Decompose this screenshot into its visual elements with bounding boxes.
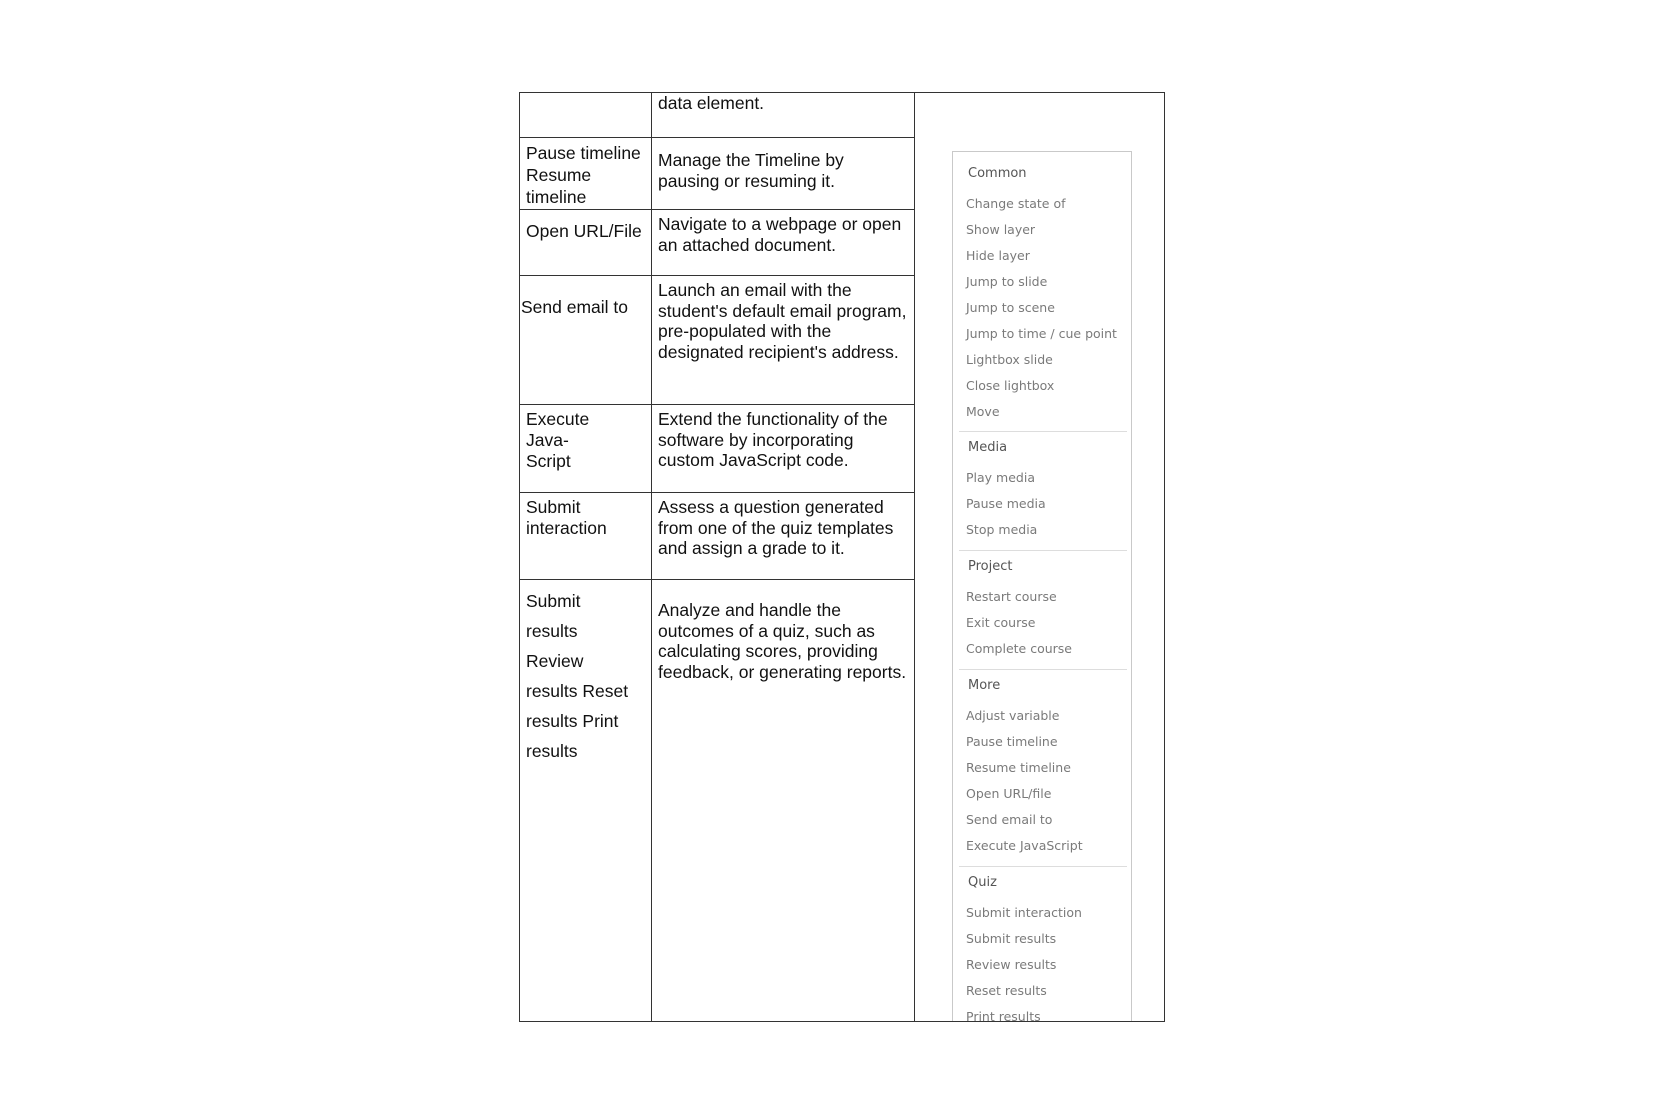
menu-item[interactable]: Pause timeline	[966, 734, 1058, 749]
action-cell	[520, 93, 652, 137]
table-row	[520, 405, 915, 493]
description-cell: Navigate to a webpage or open an attached document.	[652, 210, 915, 275]
menu-item[interactable]: Execute JavaScript	[966, 838, 1083, 853]
menu-item[interactable]: Stop media	[966, 522, 1038, 537]
table-row	[520, 138, 915, 210]
menu-item[interactable]: Restart course	[966, 589, 1057, 604]
menu-item[interactable]: Submit results	[966, 931, 1057, 946]
menu-item[interactable]: Jump to scene	[966, 300, 1055, 315]
action-cell: Submit results Review results Reset results Print results	[520, 580, 652, 1021]
table-row	[520, 93, 915, 138]
menu-item[interactable]: Jump to time / cue point	[966, 326, 1117, 341]
menu-group-heading: Project	[968, 559, 1013, 574]
menu-divider	[959, 866, 1127, 867]
menu-item[interactable]: Close lightbox	[966, 378, 1055, 393]
menu-item[interactable]: Play media	[966, 470, 1035, 485]
menu-divider	[959, 431, 1127, 432]
table-row	[520, 210, 915, 276]
action-cell: Execute Java- Script	[520, 405, 652, 492]
description-cell: Assess a question generated from one of the quiz templates and assign a grade to it.	[652, 493, 915, 579]
menu-item[interactable]: Show layer	[966, 222, 1036, 237]
menu-item[interactable]: Complete course	[966, 641, 1072, 656]
menu-item[interactable]: Reset results	[966, 983, 1047, 998]
action-cell: Pause timeline Resume timeline	[520, 138, 652, 209]
description-cell: Extend the functionality of the software by incorporating custom JavaScript code.	[652, 405, 915, 492]
document-table	[519, 92, 1165, 1022]
menu-group-heading: Common	[968, 166, 1027, 181]
action-cell: Open URL/File	[520, 210, 652, 275]
action-cell: Submit interaction	[520, 493, 652, 579]
menu-item[interactable]: Pause media	[966, 496, 1046, 511]
menu-item[interactable]: Jump to slide	[966, 274, 1048, 289]
menu-group-heading: Quiz	[968, 875, 997, 890]
menu-item[interactable]: Adjust variable	[966, 708, 1060, 723]
menu-item[interactable]: Move	[966, 404, 1000, 419]
menu-divider	[959, 550, 1127, 551]
menu-item[interactable]: Print results	[966, 1009, 1041, 1024]
menu-item[interactable]: Resume timeline	[966, 760, 1071, 775]
menu-group-heading: Media	[968, 440, 1008, 455]
menu-item[interactable]: Hide layer	[966, 248, 1030, 263]
description-cell: Launch an email with the student's default email program, pre-populated with the designated recipient's address.	[652, 276, 915, 404]
menu-divider	[959, 669, 1127, 670]
menu-group-heading: More	[968, 678, 1001, 693]
menu-item[interactable]: Submit interaction	[966, 905, 1082, 920]
description-cell: Manage the Timeline by pausing or resuming it.	[652, 138, 915, 209]
action-cell: Send email to	[520, 276, 652, 404]
menu-item[interactable]: Lightbox slide	[966, 352, 1053, 367]
menu-item[interactable]: Send email to	[966, 812, 1053, 827]
menu-item[interactable]: Exit course	[966, 615, 1036, 630]
table-row	[520, 276, 915, 405]
menu-item[interactable]: Review results	[966, 957, 1057, 972]
description-cell: data element.	[652, 93, 915, 137]
table-row	[520, 580, 915, 1021]
table-row	[520, 493, 915, 580]
menu-item[interactable]: Open URL/file	[966, 786, 1052, 801]
trigger-action-menu	[952, 151, 1132, 1024]
menu-item[interactable]: Change state of	[966, 196, 1066, 211]
description-cell: Analyze and handle the outcomes of a quiz, such as calculating scores, providing feedback, or generating reports.	[652, 580, 915, 1021]
